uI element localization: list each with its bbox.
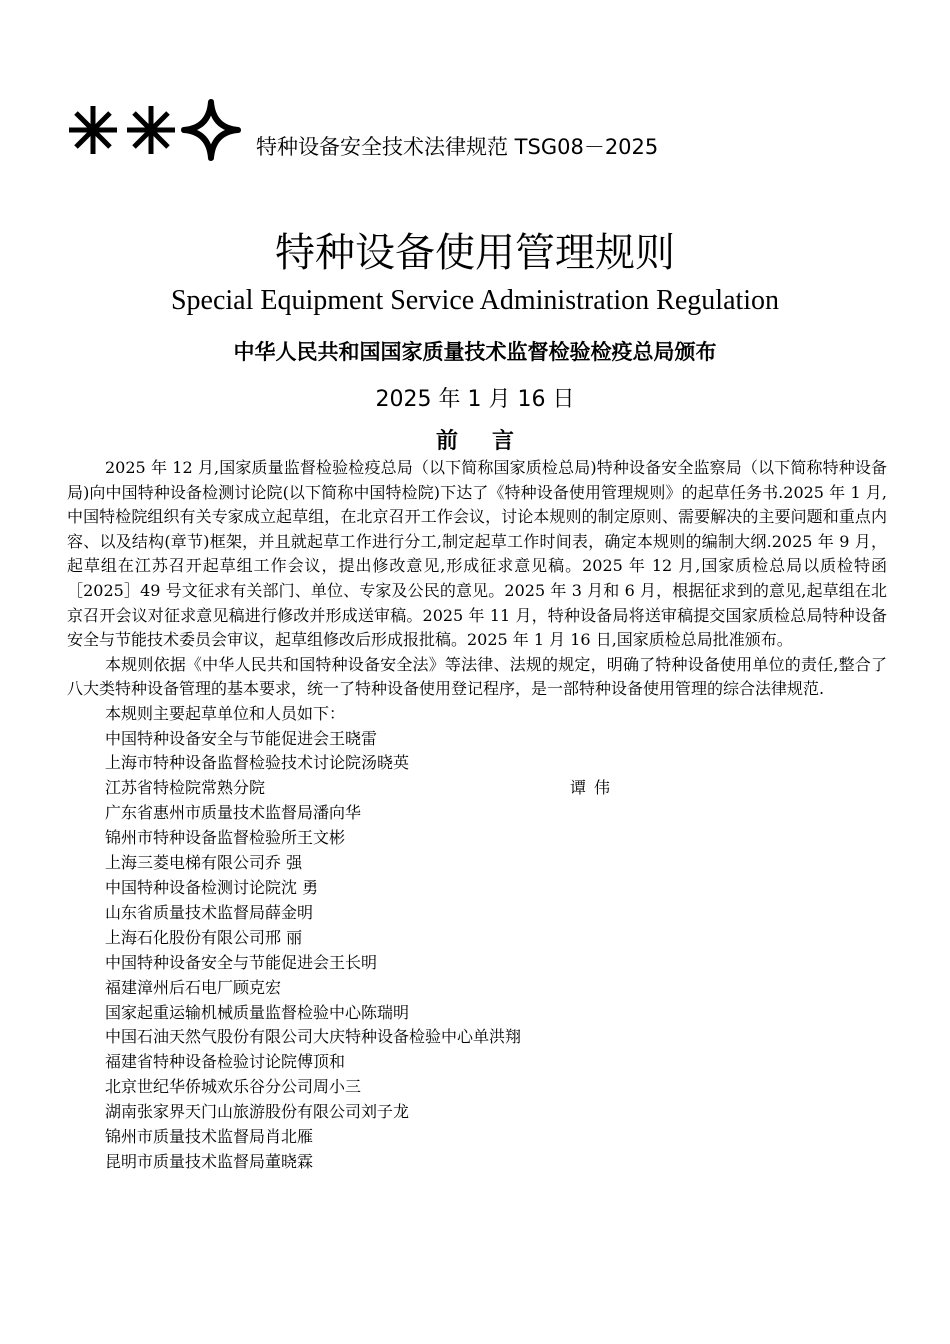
drafter-entry: 国家起重运输机械质量监督检验中心陈瑞明 [105,1002,410,1022]
issuing-authority: 中华人民共和国国家质量技术监督检验检疫总局颁布 [233,340,717,364]
drafter-entry: 山东省质量技术监督局薛金明 [105,902,314,922]
list-item [105,1050,887,1075]
standard-logo [64,98,242,162]
drafter-entry: 广东省惠州市质量技术监督局潘向华 [105,803,362,823]
drafter-entry: 江苏省特检院常熟分院 [105,778,266,798]
list-item [105,851,887,876]
drafter-entry: 福建省特种设备检验讨论院傅顶和 [105,1052,346,1072]
list-item [105,826,887,851]
standard-code-line: 特种设备安全技术法律规范 TSG08－2025 [256,135,659,159]
preface-paragraph: 本规则主要起草单位和人员如下： [105,703,346,723]
drafter-entry: 北京世纪华侨城欢乐谷分公司周小三 [105,1077,362,1097]
list-item [105,751,887,776]
document-title-english: Special Equipment Service Administration Regulation [170,285,780,316]
four-point-star-icon [180,98,242,162]
list-item [105,801,887,826]
list-item [105,926,887,951]
list-item [105,901,887,926]
drafter-entry: 上海三菱电梯有限公司乔 强 [105,853,303,873]
drafter-entry: 中国石油天然气股份有限公司大庆特种设备检验中心单洪翔 [105,1027,522,1047]
list-item [105,1125,887,1150]
asterisk-icon [122,100,180,160]
drafter-entry: 锦州市特种设备监督检验所王文彬 [105,828,346,848]
drafter-entry: 中国特种设备安全与节能促进会王晓雷 [105,728,378,748]
list-item [105,876,887,901]
preface-paragraph: 2025 年 12 月,国家质量监督检验检疫总局（以下简称国家质检总局)特种设备安全监察局（以下简称特种设备局)向中国特种设备检测讨论院(以下简称中国特检院)下达了《特种设备使用管理规则》的起草任务书.2025 年 1 月,中国特检院组织有关专家成立起草组，在北京召开工作会议，讨论本规则的制定原则、需要解决的主要问题和重点内容、以及结构(章节)框架，并且就起草工作进行分工,制定起草工作时间表，确定本规则的编制大纲.2025 年 9 月，起草组在江苏召开起草组工作会议，提出修改意见,形成征求意见稿。2025 年 12 月,国家质检总局以质检特函［2025］49 号文征求有关部门、单位、专家及公民的意见。2025 年 3 月和 6 月，根据征求到的意见,起草组在北京召开会议对征求意见稿进行修改并形成送审稿。2025 年 11 月，特种设备局将送审稿提交国家质检总局特种设备安全与节能技术委员会审议，起草组修改后形成报批稿。2025 年 1 月 16 日,国家质检总局批准颁布。 [67,458,887,650]
drafter-entry: 湖南张家界天门山旅游股份有限公司刘子龙 [105,1102,410,1122]
preface-body [67,456,887,1175]
asterisk-icon [64,100,122,160]
drafter-entry: 中国特种设备安全与节能促进会王长明 [105,952,378,972]
drafter-entry: 锦州市质量技术监督局肖北雁 [105,1127,314,1147]
list-item [105,776,887,801]
preface-heading: 前言 [435,429,548,454]
drafter-entry: 上海石化股份有限公司邢 丽 [105,927,303,947]
list-item [105,976,887,1001]
standard-header [64,98,658,162]
list-item [105,951,887,976]
list-item [105,727,887,752]
drafter-name: 谭伟 [570,778,619,798]
list-item [105,1025,887,1050]
list-item [105,1075,887,1100]
drafter-entry: 福建漳州后石电厂顾克宏 [105,977,282,997]
drafter-entry: 中国特种设备检测讨论院沈 勇 [105,877,319,897]
list-item [105,1100,887,1125]
drafter-entry: 昆明市质量技术监督局董晓霖 [105,1151,314,1171]
drafter-entry: 上海市特种设备监督检验技术讨论院汤晓英 [105,753,410,773]
document-title: 特种设备使用管理规则 [275,230,675,276]
list-item [105,1001,887,1026]
list-item [105,1150,887,1175]
preface-paragraph: 本规则依据《中华人民共和国特种设备安全法》等法律、法规的规定，明确了特种设备使用单位的责任,整合了八大类特种设备管理的基本要求，统一了特种设备使用登记程序，是一部特种设备使用管理的综合法律规范. [67,654,887,699]
drafters-list [67,727,887,1175]
issue-date: 2025 年 1 月 16 日 [375,387,575,412]
